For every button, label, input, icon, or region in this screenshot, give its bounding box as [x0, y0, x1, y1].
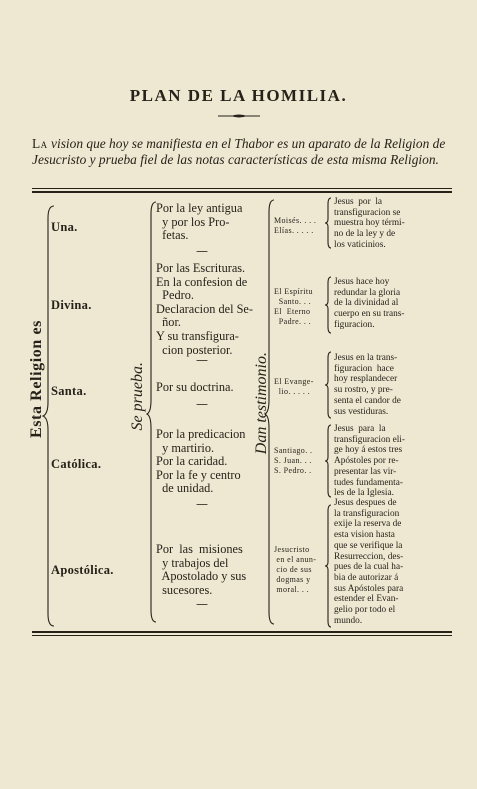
attribute-catolica: Católica.	[51, 457, 102, 471]
witness-divina: El Espíritu Santo. . . El Eterno Padre. . .	[274, 287, 313, 326]
table-top-rule-thick	[32, 191, 452, 193]
description-catolica: Jesus para la transfiguracion eli- ge hoy á estos tres Apóstoles por re- presentar las vir- tudes fundamenta- les de la Iglesia.	[334, 424, 405, 499]
proof-catolica: Por la predicacion y martirio. Por la caridad. Por la fe y centro de unidad.	[156, 427, 246, 496]
witness-catolica: Santiago. . S. Juan. . . S. Pedro. .	[274, 446, 313, 475]
proof-apostolica: Por las misiones y trabajos del Apostolado y sus sucesores.	[156, 542, 247, 597]
title-ornament-rule	[218, 113, 260, 119]
small-brace-santa	[324, 352, 332, 418]
small-brace-una	[324, 198, 332, 248]
attribute-apostolica: Apostólica.	[51, 563, 114, 577]
proof-separator-dash: —	[196, 244, 208, 258]
proof-separator-dash: —	[196, 597, 208, 611]
vertical-label-se-prueba: Se prueba.	[129, 362, 146, 431]
proof-una: Por la ley antigua y por los Pro- fetas.	[156, 201, 243, 243]
proof-santa: Por su doctrina.	[156, 380, 234, 394]
proof-divina: Por las Escrituras. En la confesion de Pedro. Declaracion del Se- ñor. Y su transfigura- cion posterior.	[156, 261, 253, 357]
attribute-una: Una.	[51, 220, 78, 234]
small-brace-divina	[324, 277, 332, 333]
intro-first-word: La	[32, 136, 48, 151]
proof-separator-dash: —	[196, 497, 208, 511]
proof-separator-dash: —	[196, 397, 208, 411]
table-bottom-rule-thick	[32, 631, 452, 633]
description-apostolica: Jesus despues de la transfiguracion exije la reserva de esta vision hasta que se verifique la Resurreccion, des- pues de la cual ha- bia de autorizar á sus Apóstoles para estender el Evan- gelio por todo el mundo.	[334, 498, 404, 626]
small-brace-apostolica	[324, 505, 332, 627]
witness-apostolica: Jesucristo en el anun- cio de sus dogmas y moral. . .	[274, 545, 317, 594]
vertical-label-dan-testimonio: Dan testimonio.	[253, 352, 270, 455]
witness-una: Moisés. . . . Elías. . . . .	[274, 216, 317, 235]
table-bottom-rule-thin	[32, 635, 452, 636]
attribute-santa: Santa.	[51, 384, 87, 398]
intro-paragraph	[32, 136, 450, 168]
witness-santa: El Evange- lio. . . . .	[274, 377, 314, 396]
description-divina: Jesus hace hoy redundar la gloria de la divinidad al cuerpo en su trans- figuracion.	[334, 277, 405, 330]
small-brace-catolica	[324, 425, 332, 497]
attribute-divina: Divina.	[51, 298, 92, 312]
intro-text: vision que hoy se manifiesta en el Thabor es un aparato de la Religion de Jesucristo y prueba fiel de las notas características de esta misma Religion.	[32, 136, 446, 167]
description-una: Jesus por la transfiguracion se muestra hoy térmi- no de la ley y de los vaticinios.	[334, 197, 405, 250]
vertical-label-esta-religion: Esta Religion es	[28, 320, 45, 439]
page-title: PLAN DE LA HOMILIA.	[129, 86, 348, 105]
proof-separator-dash: —	[196, 353, 208, 367]
table-top-rule-thin	[32, 188, 452, 189]
description-santa: Jesus en la trans- figuracion hace hoy resplandecer su rostro, y pre- senta el candor de sus vestiduras.	[334, 353, 401, 417]
